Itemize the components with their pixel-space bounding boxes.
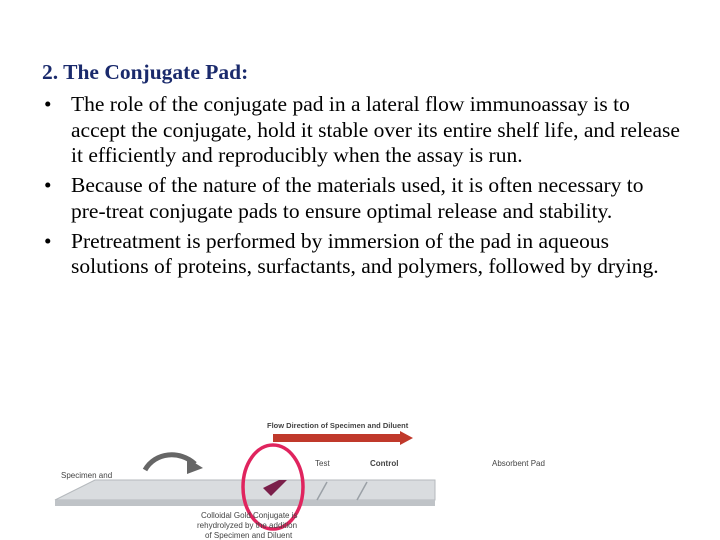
bullet-marker: •: [44, 173, 52, 198]
caption-line-3: of Specimen and Diluent: [205, 531, 293, 540]
bullet-list: [42, 92, 682, 284]
curved-arrow-head-icon: [187, 458, 203, 474]
bullet-item: [42, 229, 682, 280]
test-line-label: Test: [315, 459, 330, 468]
bullet-item: [42, 173, 682, 224]
specimen-label: Specimen and: [61, 471, 113, 480]
slide-heading: 2. The Conjugate Pad:: [42, 60, 249, 84]
bullet-text: The role of the conjugate pad in a lateral flow immunoassay is to accept the conjugate, hold it stable over its entire shelf life, and release it efficiently and reproducibly when the assay is run.: [71, 92, 680, 168]
flow-direction-arrow: [273, 431, 413, 445]
bullet-text: Pretreatment is performed by immersion of the pad in aqueous solutions of proteins, surfactants, and polymers, followed by drying.: [71, 228, 659, 279]
bullet-text: Because of the nature of the materials used, it is often necessary to pre-treat conjugate pads to ensure optimal release and stability.: [71, 173, 644, 223]
bullet-marker: •: [44, 228, 52, 253]
bullet-marker: •: [44, 92, 52, 116]
flow-direction-label: Flow Direction of Specimen and Diluent: [267, 421, 409, 430]
bullet-item: [42, 92, 682, 169]
control-line-label: Control: [370, 459, 399, 468]
caption-line-1: Colloidal Gold Conjugate is: [201, 511, 298, 520]
caption-line-2: rehydrolyzed by the addition: [197, 521, 298, 530]
lateral-flow-strip-diagram: [55, 412, 545, 540]
absorbent-pad-label: Absorbent Pad: [492, 459, 545, 468]
